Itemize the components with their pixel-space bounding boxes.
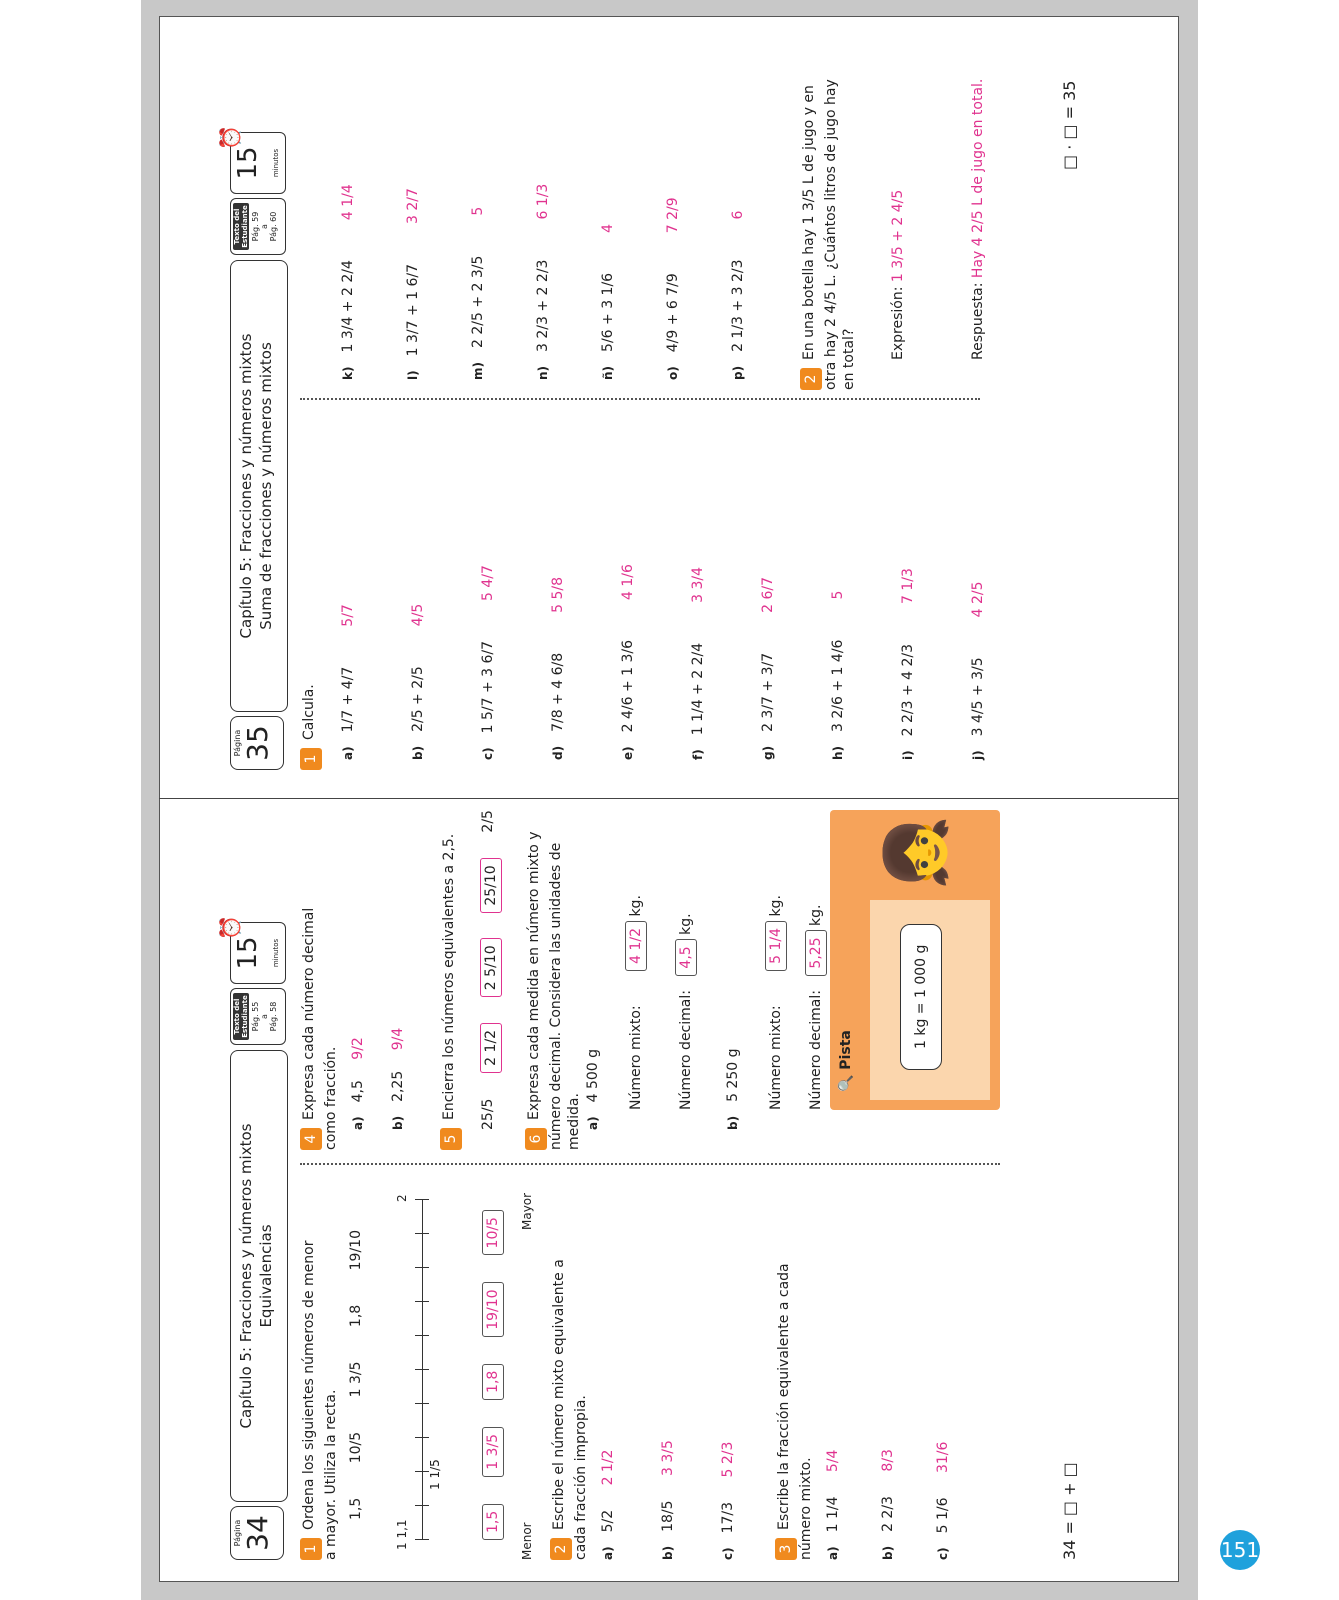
item-question: 18/5 <box>660 1500 676 1532</box>
calc-item <box>410 604 426 760</box>
texto-to: Pág. 58 <box>269 1001 278 1032</box>
item-answer: 8/3 <box>880 1449 896 1472</box>
item-label: g) <box>761 745 775 760</box>
lesson-title: Suma de fracciones y números mixtos <box>257 342 275 630</box>
option[interactable]: 25/5 <box>480 1098 496 1130</box>
q3-item-b <box>880 1449 896 1560</box>
item-label: b) <box>726 1115 740 1130</box>
tick <box>415 1539 429 1540</box>
page-number: 34 <box>241 1515 274 1551</box>
axis-right-label: 2 <box>395 1194 409 1202</box>
q6-b-mixto <box>765 895 787 1110</box>
option-circled[interactable]: 2 1/2 <box>480 1023 502 1073</box>
item-answer: 31/6 <box>935 1441 951 1474</box>
question-text: Ordena los siguientes números de menor a mayor. Utiliza la recta. <box>301 1240 339 1560</box>
item-answer: 3 3/4 <box>690 566 706 603</box>
question-text: Expresa cada medida en número mixto y número decimal. Considera las unidades de medida. <box>526 831 582 1150</box>
calc-item <box>760 577 776 760</box>
tick <box>415 1233 429 1234</box>
texto-estudiante-ref <box>230 198 286 255</box>
texto-from: Pág. 55 <box>251 1001 260 1032</box>
question-4 <box>300 890 340 1150</box>
question-text: Encierra los números equivalentes a 2,5. <box>441 833 457 1120</box>
question-number: 4 <box>300 1128 322 1150</box>
item-question: 1 5/7 + 3 6/7 <box>480 640 496 734</box>
item-label: ñ) <box>601 365 615 380</box>
item-label: n) <box>536 365 550 380</box>
alarm-clock-icon: ⏰ <box>218 125 242 150</box>
q5-options <box>480 810 502 1130</box>
axis-left-label: 1 1,1 <box>395 1519 409 1550</box>
value: 1 3/5 <box>348 1361 364 1398</box>
item-question: 17/3 <box>720 1501 736 1534</box>
item-label: e) <box>621 746 635 760</box>
question-text: Escribe la fracción equivalente a cada número mixto. <box>776 1263 814 1560</box>
item-answer: 5/4 <box>825 1449 841 1473</box>
question-text: Expresa cada número decimal como fracción. <box>301 907 339 1150</box>
item-question: 5/2 <box>600 1509 616 1533</box>
question-number: 1 <box>300 748 322 770</box>
minutes-label: minutos <box>272 148 280 178</box>
item-answer: 5 <box>830 590 846 600</box>
calc-item <box>620 564 636 760</box>
tick <box>415 1437 429 1438</box>
q6-a <box>585 1049 601 1130</box>
decimal-answer: 5,25 <box>805 930 827 975</box>
item-question: 3 2/3 + 2 2/3 <box>535 259 551 352</box>
calc-item <box>730 211 746 380</box>
alarm-clock-icon: ⏰ <box>218 915 242 940</box>
texto-a: a <box>260 224 269 229</box>
calc-item <box>550 577 566 760</box>
unit: kg. <box>678 913 694 935</box>
mixto-answer: 4 1/2 <box>625 921 647 971</box>
title-box <box>230 1050 288 1502</box>
calc-item <box>665 197 681 380</box>
tick <box>415 1505 429 1506</box>
item-label: d) <box>551 745 565 760</box>
option-circled[interactable]: 25/10 <box>480 858 502 912</box>
unit: kg. <box>808 904 824 926</box>
decimal-answer: 4,5 <box>675 939 697 975</box>
calc-item <box>340 184 356 380</box>
question-2 <box>800 60 858 390</box>
minutes-value: 15 <box>233 936 263 970</box>
item-label: l) <box>406 370 420 380</box>
item-answer: 2 1/2 <box>600 1449 616 1486</box>
chapter-title: Capítulo 5: Fracciones y números mixtos <box>237 333 255 639</box>
item-question: 3 4/5 + 3/5 <box>970 657 986 737</box>
question-number: 3 <box>775 1538 797 1560</box>
question-number: 6 <box>525 1128 547 1150</box>
q6-b-decimal <box>805 904 827 1110</box>
rotated-spread <box>200 30 1140 1560</box>
item-answer: 9/2 <box>350 1037 366 1060</box>
option-circled[interactable]: 2 5/10 <box>480 938 502 997</box>
tick <box>415 1403 429 1404</box>
item-question: 5 1/6 <box>935 1497 951 1534</box>
item-answer: 5/7 <box>340 604 356 627</box>
calc-item <box>340 604 356 760</box>
decimal-label: Número decimal: <box>808 990 824 1110</box>
item-label: a) <box>351 1116 365 1130</box>
item-question: 2,25 <box>390 1070 406 1102</box>
page-label: Página <box>233 729 242 757</box>
calc-item <box>830 591 846 760</box>
item-answer: 7 1/3 <box>900 568 916 604</box>
item-question: 1 3/4 + 2 2/4 <box>340 260 356 353</box>
girl-illustration: 👧 <box>881 815 951 890</box>
item-question: 4 500 g <box>585 1048 601 1103</box>
q3-item-c <box>935 1442 951 1560</box>
tick <box>415 1369 429 1370</box>
response-label: Respuesta: <box>970 282 986 360</box>
item-label: b) <box>391 1115 405 1130</box>
item-question: 2 2/3 + 4 2/3 <box>900 643 916 737</box>
q3-item-a <box>825 1450 841 1560</box>
item-answer: 3 2/7 <box>405 188 421 224</box>
footer-formula: 34 = □ + □ <box>1060 1462 1079 1560</box>
q1-answers <box>482 1210 504 1540</box>
item-label: f) <box>691 749 705 760</box>
item-label: i) <box>901 750 915 760</box>
q6-a-mixto <box>625 895 647 1110</box>
question-2 <box>550 1230 590 1560</box>
menor-label: Menor <box>520 1522 534 1560</box>
question-text: Calcula. <box>301 684 317 740</box>
decimal-label: Número decimal: <box>678 990 694 1110</box>
item-question: 4,5 <box>350 1080 366 1103</box>
question-5 <box>440 810 462 1150</box>
texto-tag: Texto del Estudiante <box>233 203 249 250</box>
page-number-box <box>230 1506 284 1560</box>
item-question: 2 4/6 + 1 3/6 <box>620 639 636 733</box>
page-35-header <box>218 30 292 770</box>
item-question: 3 2/6 + 1 4/6 <box>830 639 846 732</box>
item-label: o) <box>666 366 680 380</box>
tick <box>415 1335 429 1336</box>
texto-from: Pág. 59 <box>251 211 260 242</box>
question-text: Escribe el número mixto equivalente a cada fracción impropia. <box>551 1259 589 1560</box>
question-number: 1 <box>300 1538 322 1560</box>
answer-box: 10/5 <box>482 1210 504 1255</box>
question-number: 2 <box>550 1538 572 1560</box>
item-label: c) <box>936 1547 950 1560</box>
item-question: 4/9 + 6 7/9 <box>665 273 681 353</box>
calc-item <box>480 565 496 760</box>
item-question: 5/6 + 3 1/6 <box>600 272 616 352</box>
page-35 <box>200 30 1140 770</box>
value: 10/5 <box>348 1431 364 1464</box>
item-label: c) <box>721 1547 735 1560</box>
question-1 <box>300 684 322 770</box>
lesson-title: Equivalencias <box>257 1224 275 1328</box>
calc-item <box>535 184 551 380</box>
expression-label: Expresión: <box>890 286 906 360</box>
item-answer: 3 3/5 <box>660 1440 676 1477</box>
chapter-title: Capítulo 5: Fracciones y números mixtos <box>237 1123 255 1429</box>
q2-expression <box>890 190 906 360</box>
item-label: c) <box>481 747 495 760</box>
item-answer: 6 <box>730 210 746 220</box>
texto-a: a <box>260 1014 269 1019</box>
answer-box: 1,5 <box>482 1504 504 1540</box>
calc-item <box>470 207 486 380</box>
hint-card <box>830 810 1000 1110</box>
tick <box>415 1301 429 1302</box>
dotted-separator <box>300 398 980 400</box>
value: 1,5 <box>348 1497 364 1520</box>
item-answer: 5 <box>470 206 486 216</box>
calc-item <box>970 581 986 760</box>
hint-bubble: 1 kg = 1 000 g <box>900 924 942 1070</box>
answer-box: 19/10 <box>482 1282 504 1336</box>
unit: kg. <box>768 895 784 917</box>
question-3 <box>775 1230 815 1560</box>
item-question: 2 3/7 + 3/7 <box>760 652 776 732</box>
q4-item-b <box>390 1028 406 1130</box>
calc-item <box>600 224 616 380</box>
hint-title-text: Pista <box>838 1030 854 1070</box>
q2-item-a <box>600 1450 616 1560</box>
tick <box>415 1199 429 1200</box>
q1-values <box>348 1230 364 1520</box>
item-label: p) <box>731 365 745 380</box>
item-label: h) <box>831 745 845 760</box>
item-label: b) <box>881 1545 895 1560</box>
axis-mark-label: 1 1/5 <box>428 1459 442 1490</box>
item-question: 5 250 g <box>725 1048 741 1102</box>
item-answer: 4 1/4 <box>340 184 356 221</box>
item-label: m) <box>471 362 485 380</box>
item-answer: 7 2/9 <box>665 197 681 234</box>
tick <box>415 1471 429 1472</box>
q6-b <box>725 1049 741 1131</box>
calc-item <box>900 568 916 760</box>
page-number-box <box>230 716 284 770</box>
item-answer: 5 5/8 <box>550 576 566 613</box>
texto-estudiante-ref <box>230 988 286 1045</box>
item-answer: 5 4/7 <box>480 565 496 601</box>
item-label: a) <box>601 1546 615 1560</box>
page-34 <box>200 800 1140 1560</box>
tick <box>415 1267 429 1268</box>
item-label: a) <box>341 746 355 760</box>
item-label: b) <box>411 745 425 760</box>
item-question: 1 1/4 + 2 2/4 <box>690 642 706 736</box>
item-answer: 4 2/5 <box>970 581 986 618</box>
page-number: 35 <box>241 725 274 761</box>
dotted-separator <box>300 1163 1000 1165</box>
texto-to: Pág. 60 <box>269 211 278 242</box>
title-box <box>230 260 288 712</box>
item-answer: 2 6/7 <box>760 576 776 613</box>
item-question: 7/8 + 4 6/8 <box>550 652 566 732</box>
item-label: a) <box>586 1116 600 1130</box>
minutes-value: 15 <box>233 146 263 180</box>
footer-formula: □ · □ = 35 <box>1060 80 1079 170</box>
item-question: 2 2/5 + 2 3/5 <box>470 255 486 348</box>
item-question: 1/7 + 4/7 <box>340 666 356 733</box>
mayor-label: Mayor <box>520 1192 534 1230</box>
magnifier-icon: 🔍 <box>838 1074 854 1092</box>
item-answer: 5 2/3 <box>720 1441 736 1478</box>
option[interactable]: 2/5 <box>480 810 496 833</box>
item-label: k) <box>341 366 355 380</box>
page-label: Página <box>233 1519 242 1547</box>
minutes-label: minutos <box>272 938 280 968</box>
expression-answer: 1 3/5 + 2 4/5 <box>890 189 906 283</box>
mixto-label: Número mixto: <box>628 1005 644 1110</box>
q2-item-c <box>720 1442 736 1560</box>
item-answer: 6 1/3 <box>535 183 551 220</box>
answer-box: 1,8 <box>482 1364 504 1400</box>
mixto-label: Número mixto: <box>768 1005 784 1110</box>
item-label: j) <box>971 750 985 760</box>
number-line <box>422 1200 423 1540</box>
response-answer: Hay 4 2/5 L de jugo en total. <box>970 78 986 279</box>
question-1 <box>300 1230 340 1560</box>
q2-item-b <box>660 1440 676 1560</box>
item-answer: 4/5 <box>410 603 426 627</box>
question-text: En una botella hay 1 3/5 L de jugo y en otra hay 2 4/5 L. ¿Cuántos litros de jugo hay en total? <box>801 79 857 390</box>
unit: kg. <box>628 895 644 917</box>
question-6 <box>525 810 583 1150</box>
page-34-header <box>218 800 292 1560</box>
q2-response <box>970 79 986 360</box>
item-answer: 4 <box>600 223 616 233</box>
item-question: 1 3/7 + 1 6/7 <box>405 263 421 357</box>
answer-box: 1 3/5 <box>482 1427 504 1477</box>
item-question: 2 1/3 + 3 2/3 <box>730 259 746 352</box>
texto-tag: Texto del Estudiante <box>233 993 249 1040</box>
calc-item <box>405 188 421 380</box>
value: 1,8 <box>348 1304 364 1328</box>
question-number: 5 <box>440 1128 462 1150</box>
item-question: 1 1/4 <box>825 1496 841 1533</box>
hint-title <box>838 1030 854 1092</box>
q4-item-a <box>350 1037 366 1130</box>
question-number: 2 <box>800 368 822 390</box>
item-answer: 9/4 <box>390 1027 406 1051</box>
mixto-answer: 5 1/4 <box>765 921 787 971</box>
item-question: 2 2/3 <box>880 1496 896 1532</box>
item-label: b) <box>661 1545 675 1560</box>
item-question: 2/5 + 2/5 <box>410 666 426 732</box>
item-answer: 4 1/6 <box>620 564 636 600</box>
calc-item <box>690 567 706 760</box>
item-label: a) <box>826 1546 840 1560</box>
value: 19/10 <box>348 1230 364 1271</box>
q6-a-decimal <box>675 913 697 1110</box>
page-number-badge: 151 <box>1220 1530 1260 1570</box>
